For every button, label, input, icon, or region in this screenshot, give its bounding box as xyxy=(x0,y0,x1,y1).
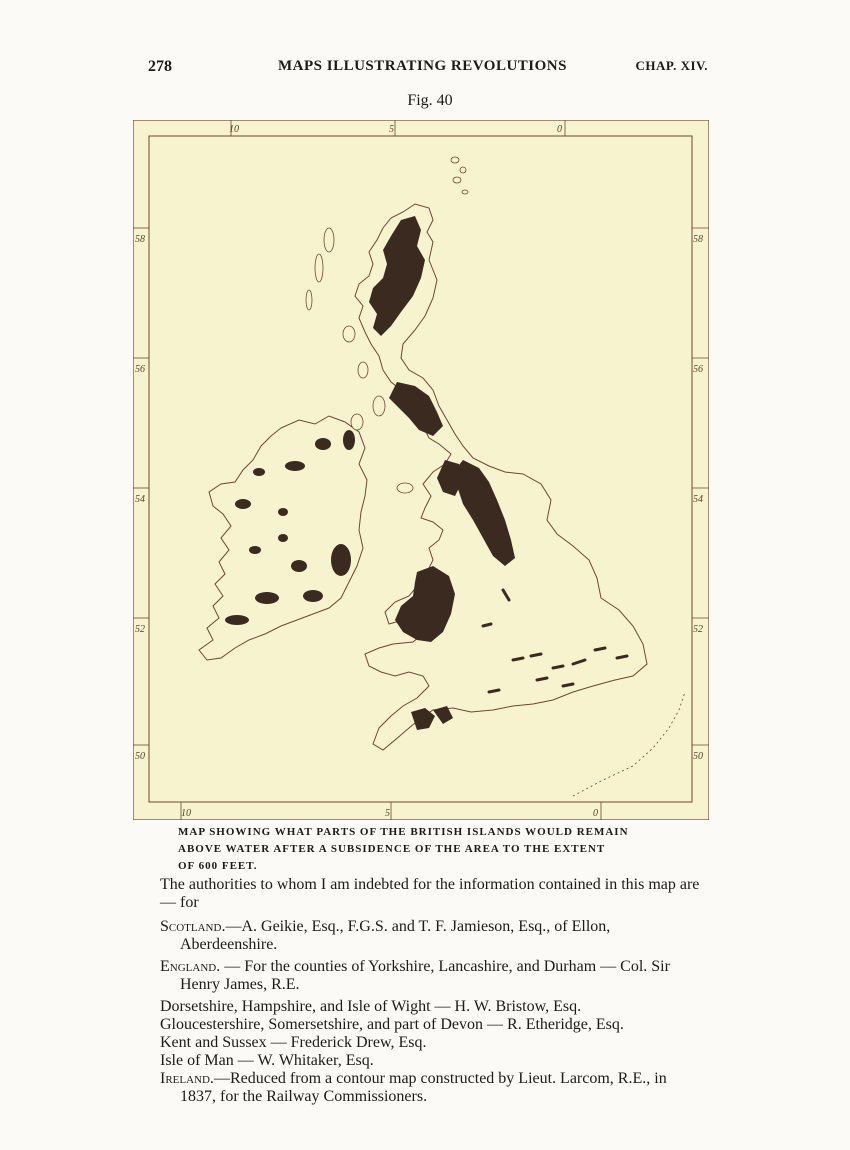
figure-label: Fig. 40 xyxy=(407,92,453,109)
bottom-tick-label: 10 xyxy=(181,808,191,819)
page-number: 278 xyxy=(148,58,172,75)
running-header xyxy=(148,58,708,82)
caption-line-3: OF 600 FEET. xyxy=(178,860,258,872)
scotland-heading: Scotland. xyxy=(160,918,226,935)
top-tick-label: 0 xyxy=(557,124,562,135)
scotland-entry xyxy=(160,918,705,954)
top-tick-label: 5 xyxy=(389,124,394,135)
right-tick-label: 58 xyxy=(693,234,703,245)
body-text xyxy=(160,876,705,1110)
scotland-body: —A. Geikie, Esq., F.G.S. and T. F. Jamieson, Esq., of Ellon, Aberdeenshire. xyxy=(180,918,611,953)
left-tick-label: 52 xyxy=(135,624,145,635)
running-title: MAPS ILLUSTRATING REVOLUTIONS xyxy=(278,58,567,74)
england-sub-3: Kent and Sussex — Frederick Drew, Esq. xyxy=(160,1034,427,1051)
right-tick-label: 54 xyxy=(693,494,703,505)
england-sub-4: Isle of Man — W. Whitaker, Esq. xyxy=(160,1052,374,1069)
top-tick-label: 10 xyxy=(229,124,239,135)
intro-paragraph: The authorities to whom I am indebted for the information contained in this map are — for xyxy=(160,876,700,911)
ireland-entry xyxy=(160,1070,705,1106)
left-tick-label: 58 xyxy=(135,234,145,245)
caption-line-1: MAP SHOWING WHAT PARTS OF THE BRITISH ISLANDS WOULD REMAIN xyxy=(178,826,629,838)
ireland-heading: Ireland. xyxy=(160,1070,214,1087)
england-entry xyxy=(160,958,705,994)
chapter-label: CHAP. XIV. xyxy=(635,58,708,73)
figure-caption xyxy=(178,824,678,875)
map-figure xyxy=(133,120,709,820)
bottom-tick-label: 0 xyxy=(593,808,598,819)
ireland-body: —Reduced from a contour map constructed by Lieut. Larcom, R.E., in 1837, for the Railway Commissioners. xyxy=(180,1070,667,1105)
left-tick-label: 56 xyxy=(135,364,145,375)
map-svg xyxy=(133,120,709,820)
right-tick-label: 50 xyxy=(693,751,703,762)
left-tick-label: 54 xyxy=(135,494,145,505)
england-sub-2: Gloucestershire, Somersetshire, and part of Devon — R. Etheridge, Esq. xyxy=(160,1016,624,1033)
left-tick-label: 50 xyxy=(135,751,145,762)
england-heading: England. xyxy=(160,958,221,975)
caption-line-2: ABOVE WATER AFTER A SUBSIDENCE OF THE AREA TO THE EXTENT xyxy=(178,843,606,855)
right-tick-label: 52 xyxy=(693,624,703,635)
bottom-tick-label: 5 xyxy=(385,808,390,819)
england-body: — For the counties of Yorkshire, Lancashire, and Durham — Col. Sir Henry James, R.E. xyxy=(180,958,670,993)
england-sub-1: Dorsetshire, Hampshire, and Isle of Wight — H. W. Bristow, Esq. xyxy=(160,998,582,1015)
right-tick-label: 56 xyxy=(693,364,703,375)
